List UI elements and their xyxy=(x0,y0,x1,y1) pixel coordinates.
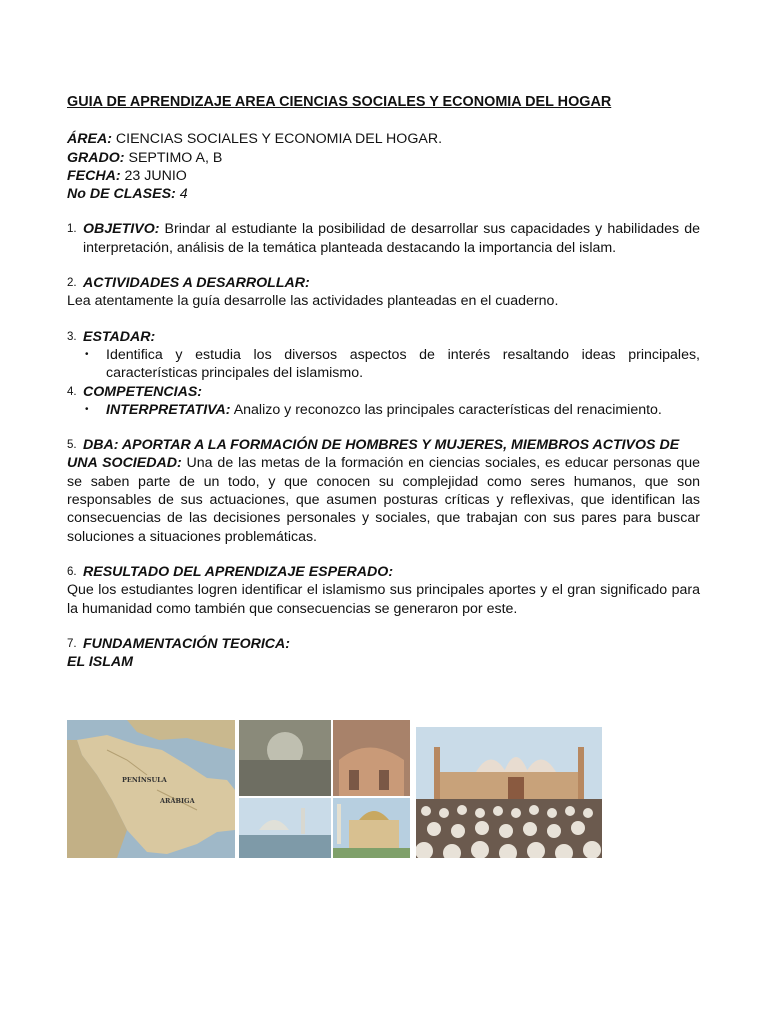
section-actividades xyxy=(67,274,700,292)
bullet-icon: • xyxy=(85,348,89,360)
clases-label: No DE CLASES: xyxy=(67,186,176,203)
section-fundamentacion xyxy=(67,635,700,653)
section-number: 1. xyxy=(67,223,77,236)
resultado-label: RESULTADO DEL APRENDIZAJE ESPERADO: xyxy=(83,563,394,580)
area-line xyxy=(67,130,700,148)
mosque-crowd-image xyxy=(416,727,602,858)
fundamentacion-label: FUNDAMENTACIÓN TEORICA: xyxy=(83,635,291,652)
arabian-peninsula-map-image xyxy=(67,720,235,858)
dba-label-2: UNA SOCIEDAD: xyxy=(67,455,182,472)
section-number: 5. xyxy=(67,439,77,452)
bullet-icon: • xyxy=(85,403,89,415)
competencias-bullet xyxy=(85,401,700,419)
map-label-peninsula: PENÍNSULA xyxy=(122,776,167,784)
section-number: 2. xyxy=(67,277,77,290)
section-number: 3. xyxy=(67,330,77,343)
dba-label: DBA: APORTAR A LA FORMACIÓN DE HOMBRES Y MUJERES, MIEMBROS ACTIVOS DE xyxy=(83,437,680,454)
estadar-bullet xyxy=(85,346,700,383)
estadar-bullet-text: Identifica y estudia los diversos aspectos de interés resaltando ideas principales, características principales del islamismo. xyxy=(106,346,700,382)
section-estadar xyxy=(67,328,700,346)
section-number: 6. xyxy=(67,565,77,578)
grado-line xyxy=(67,149,700,167)
estadar-label: ESTADAR: xyxy=(83,328,156,345)
image-strip xyxy=(67,717,607,862)
grado-value: SEPTIMO A, B xyxy=(124,149,223,166)
dba-paragraph xyxy=(67,454,700,545)
fecha-line xyxy=(67,167,700,185)
document-page xyxy=(67,93,700,671)
objetivo-text: Brindar al estudiante la posibilidad de desarrollar sus capacidades y habilidades de interpretación, análisis de la temática planteada destacando la importancia del islam. xyxy=(83,221,700,256)
section-resultado xyxy=(67,563,700,581)
actividades-text: Lea atentamente la guía desarrolle las actividades planteadas en el cuaderno. xyxy=(67,293,559,310)
competencias-label: COMPETENCIAS: xyxy=(83,383,203,400)
area-value: CIENCIAS SOCIALES Y ECONOMIA DEL HOGAR. xyxy=(111,131,443,148)
dba-text: Una de las metas de la formación en ciencias sociales, es educar personas que se saben parte de un todo, y que conocen su complejidad como seres humanos, que son responsables de sus actuaciones, que asumen posturas críticas y reflexivas, que identifican las consecuencias de las decisiones personales y sociales, que trabajan con sus pares para buscar soluciones a situaciones problemáticas. xyxy=(67,455,701,545)
section-number: 4. xyxy=(67,385,77,398)
el-islam-subtitle: EL ISLAM xyxy=(67,654,133,671)
clases-value: 4 xyxy=(175,186,188,203)
clases-line xyxy=(67,185,700,203)
area-label: ÁREA: xyxy=(67,131,112,148)
map-label-arabiga: ARÁBIGA xyxy=(160,797,195,805)
grado-label: GRADO: xyxy=(67,149,125,166)
resultado-text: Que los estudiantes logren identificar el islamismo sus principales aportes y el gran significado para la humanidad como también que consecuencias se generaron por este. xyxy=(67,582,700,617)
fecha-label: FECHA: xyxy=(67,167,121,184)
section-number: 7. xyxy=(67,637,77,650)
objetivo-label: OBJETIVO: xyxy=(83,221,160,238)
section-competencias xyxy=(67,383,700,401)
section-objetivo xyxy=(67,220,700,257)
interpretativa-text: Analizo y reconozco las principales características del renacimiento. xyxy=(230,401,662,418)
actividades-label: ACTIVIDADES A DESARROLLAR: xyxy=(83,275,310,292)
document-title: GUIA DE APRENDIZAJE AREA CIENCIAS SOCIALES Y ECONOMIA DEL HOGAR xyxy=(67,94,612,110)
fecha-value: 23 JUNIO xyxy=(120,167,187,184)
interpretativa-label: INTERPRETATIVA: xyxy=(106,401,231,418)
mosque-collage-image xyxy=(239,720,410,858)
section-dba xyxy=(67,436,700,454)
